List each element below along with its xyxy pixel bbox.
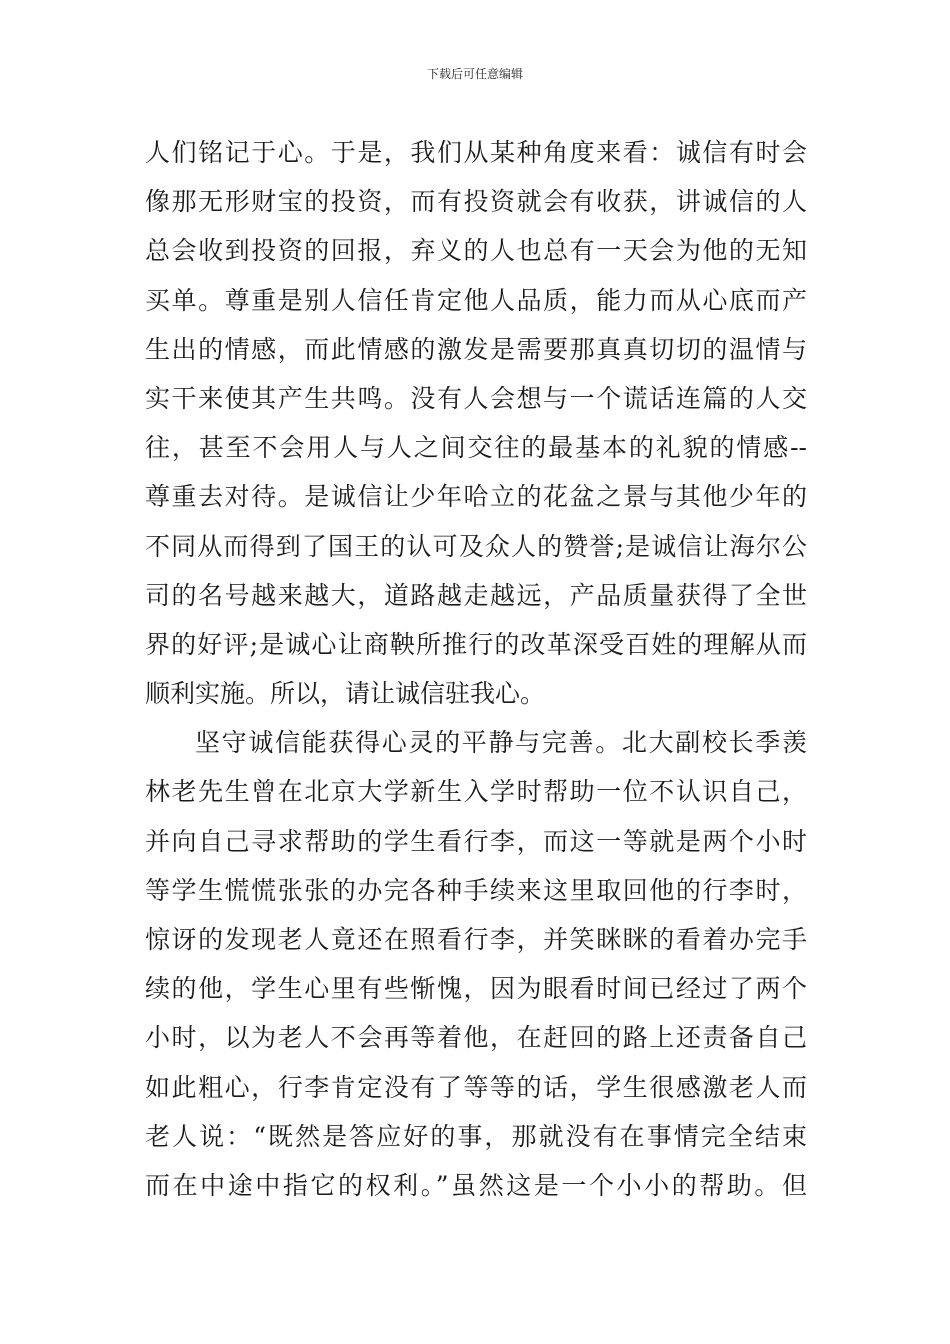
text-line: 生出的情感，而此情感的激发是需要那真真切切的温情与 [145, 334, 807, 364]
text-line: 而在中途中指它的权利。”虽然这是一个小小的帮助。但 [145, 1170, 807, 1200]
text-line: 惊讶的发现老人竟还在照看行李，并笑眯眯的看着办完手 [145, 925, 807, 954]
text-line: 往，甚至不会用人与人之间交往的最基本的礼貌的情感-- [145, 433, 807, 463]
text-line: 顺利实施。所以，请让诚信驻我心。 [145, 679, 546, 709]
text-line: 买单。尊重是别人信任肯定他人品质，能力而从心底而产 [145, 285, 807, 315]
body-text [145, 128, 807, 1210]
text-line: 实干来使其产生共鸣。没有人会想与一个谎话连篇的人交 [145, 383, 807, 413]
text-line: 如此粗心，行李肯定没有了等等的话，学生很感激老人而 [145, 1072, 807, 1102]
text-line: 人们铭记于心。于是，我们从某种角度来看：诚信有时会 [145, 138, 807, 167]
text-line: 小时，以为老人不会再等着他，在赶回的路上还责备自己 [145, 1023, 807, 1053]
text-line: 尊重去对待。是诚信让少年哈立的花盆之景与其他少年的 [145, 482, 807, 512]
text-line: 司的名号越来越大，道路越走越远，产品质量获得了全世 [145, 580, 807, 610]
text-line: 总会收到投资的回报，弃义的人也总有一天会为他的无知 [145, 236, 807, 266]
text-line: 像那无形财宝的投资，而有投资就会有收获，讲诚信的人 [145, 187, 807, 217]
text-line: 并向自己寻求帮助的学生看行李，而这一等就是两个小时 [145, 826, 807, 856]
text-line: 续的他，学生心里有些惭愧，因为眼看时间已经过了两个 [145, 974, 807, 1004]
text-line: 坚守诚信能获得心灵的平静与完善。北大副校长季羡 [195, 728, 807, 758]
text-line: 界的好评;是诚心让商鞅所推行的改革深受百姓的理解从而 [145, 629, 807, 659]
text-line: 林老先生曾在北京大学新生入学时帮助一位不认识自己， [145, 777, 807, 807]
text-line: 等学生慌慌张张的办完各种手续来这里取回他的行李时， [145, 875, 807, 905]
text-line: 老人说：“既然是答应好的事，那就没有在事情完全结束 [145, 1121, 807, 1151]
page-header: 下载后可任意编辑 [426, 67, 523, 81]
text-line: 不同从而得到了国王的认可及众人的赞誉;是诚信让海尔公 [145, 531, 807, 561]
